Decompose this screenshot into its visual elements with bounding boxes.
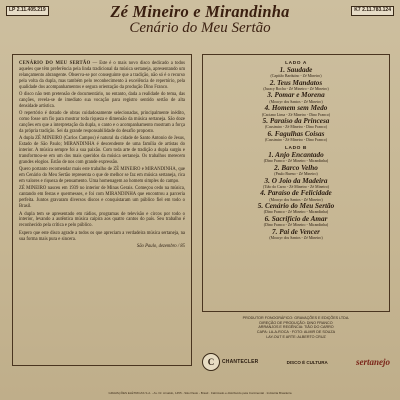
album-subtitle: Cenário do Meu Sertão bbox=[129, 20, 271, 36]
track-credit: (Moacyr dos Santos - Zé Mineiro) bbox=[269, 99, 323, 104]
credit-line: CAPA: LA-A-ROCA · FOTO: ALMIR DE SOUZA bbox=[256, 329, 336, 334]
track-credit: (Caciano Lima - Zé Mineiro - Dino Franco) bbox=[261, 112, 331, 117]
track-item bbox=[209, 229, 383, 240]
tracklist-box bbox=[202, 54, 390, 312]
legal-footer: GRAVAÇÕES ELÉTRICAS S.A. - Av. Dr. Arnaldo, 1455 - São Paulo - Brasil · Fabricado e distribuído pela Continental · Indústria Brasileira bbox=[108, 391, 292, 396]
credit-line: DIREÇÃO DE PRODUÇÃO: DINO FRANCO bbox=[259, 320, 333, 325]
liner-notes-paragraph: Espero que este disco agrade a todos os que apreciam a verdadeira música sertaneja, na sua forma mais pura e sincera. bbox=[19, 230, 185, 242]
track-credit: (Tião do Carro - Zé Mineiro - Zé Mineiro) bbox=[263, 184, 329, 189]
track-title: 2. Teus Mandatos bbox=[269, 78, 323, 87]
production-credits bbox=[206, 316, 386, 339]
track-title: 1. Anjo Encantado bbox=[268, 151, 324, 160]
label-logo bbox=[202, 353, 258, 371]
liner-notes-signature: São Paulo, dezembro / 85 bbox=[136, 244, 185, 250]
liner-notes-paragraph: A dupla ZÉ MINEIRO (Carlos Campos) é natural da cidade de Santo Antonio de Jesus, Estado de São Paulo; MIRANDINHA é descendente de uma família de artistas do interior. A música sempre foi a sua paixão. Com toda arte de tradição a dupla surgiu e transformou-se em um dos mais queridos da música sertaneja. Os trabalhos merecem grandes elogios. Estão de nos com grande expressão. bbox=[19, 136, 185, 165]
track-credit: (Moacyr dos Santos - Zé Mineiro) bbox=[269, 235, 323, 240]
label-logo-text: CHANTECLER bbox=[222, 359, 259, 365]
track-title: 7. Pai de Vencer bbox=[272, 227, 320, 236]
track-credit: (Paulo Bueno - Zé Mineiro) bbox=[274, 172, 318, 177]
track-item bbox=[209, 105, 383, 116]
track-title: 5. Paraíso da Princesa bbox=[262, 116, 330, 125]
album-artist-title: Zé Mineiro e Mirandinha bbox=[110, 2, 290, 21]
track-item bbox=[209, 118, 383, 129]
track-title: 2. Barco Velho bbox=[274, 163, 318, 172]
sertanejo-logo: sertanejo bbox=[355, 357, 390, 367]
cassette-catalog-badge: K7 2.11.783.124 bbox=[351, 6, 394, 16]
track-item bbox=[209, 67, 383, 78]
liner-notes-paragraph: O disco não tem pretensão de documentário, no entanto, dada a realidade do tema, das canções, revela-se de imediato sua vocação para registro sentido sertão de alta densidade artística. bbox=[19, 91, 185, 109]
credit-line: ARRANJOS E REGÊNCIA: TIÃO DO CARRO bbox=[258, 325, 334, 330]
liner-notes-heading: CENÁRIO DO MEU SERTÃO bbox=[19, 61, 91, 66]
track-credit: (Dino Franco - Zé Mineiro - Mirandinha) bbox=[263, 210, 329, 215]
liner-notes-paragraph: Quero portanto recomendar mais este trabalho de ZÉ MINEIRO e MIRANDINHA, que em Cenário do Meu Sertão representa o que de melhor se faz em música sertaneja, rica em valores e riqueza de pensamento. Uma homenagem ao homem simples do campo. bbox=[19, 167, 185, 184]
track-title: 6. Sacrifício de Amar bbox=[264, 214, 328, 223]
track-credit: (Dino Franco - Zé Mineiro - Mirandinha) bbox=[263, 223, 329, 228]
track-item bbox=[209, 131, 383, 142]
track-credit: (Moacyr dos Santos - Zé Mineiro) bbox=[269, 197, 323, 202]
rooster-emblem-icon: C bbox=[202, 353, 220, 371]
track-item bbox=[209, 152, 383, 163]
track-title: 3. Pomar e Morena bbox=[267, 91, 325, 100]
liner-notes-paragraph: ZÉ MINEIRO nasceu em 1939 no interior de Minas Gerais. Começou cedo na música, cantando em festas e quermesses, e foi com MIRANDINHA que encontrou a parceria perfeita. Juntos gravaram diversos discos e conquistaram um público fiel em todo o Brasil. bbox=[19, 186, 185, 210]
lp-catalog-badge: LP 2.11.405.219 bbox=[6, 6, 49, 16]
track-credit: (Dino Franco - Zé Mineiro - Mirandinha) bbox=[263, 159, 329, 164]
track-item bbox=[209, 190, 383, 201]
liner-notes-box bbox=[12, 54, 192, 366]
track-title: 6. Fagulhas Coisas bbox=[267, 129, 325, 138]
liner-notes-paragraph: — Este é o mais novo disco dedicado a todos aqueles que têm preferência pela linda tradicional da música sertaneja, apresentando um relançamento abrangente. Observa-se por conseguinte que a tradição, não só é o recurso pela volta da dupla, mas também pelo reconhecimento à excelência de repertório, pela qualidade dos acompanhamentos e segura orientação da produção Dino Franco. bbox=[19, 61, 185, 90]
track-title: 1. Saudade bbox=[279, 66, 313, 74]
liner-notes-paragraph: O repertório é dotado de obras cuidadosamente selecionadas, principalmente inédito, como fosse um fio para mostrar toda riqueza e dimensão da música sertaneja. São doze canções em que a interpretação da dupla, o canto e o acompanhamento mostram a força da própria tradição. Sei da grande responsabilidade do desafio proposto. bbox=[19, 111, 185, 134]
disco-cultura-logo: DISCO É CULTURA bbox=[286, 359, 328, 365]
credit-line: PRODUTOR FONOGRÁFICO: GRAVAÇÕES E EDIÇÕES LTDA. bbox=[242, 316, 350, 320]
track-credit: (Juracy Rocha - Zé Mineiro - Zé Mineiro) bbox=[263, 87, 329, 92]
track-title: 3. O Joio da Madeira bbox=[264, 176, 328, 185]
track-item bbox=[209, 92, 383, 103]
track-item bbox=[209, 80, 383, 91]
track-title: 4. Paraíso de Felicidade bbox=[260, 189, 332, 198]
liner-notes-paragraph: A dupla tem se apresentado em rádios, programas de televisão e circos por todo o interior, levando a autêntica música caipira aos quatro cantos do país. Seu trabalho é reconhecido pela crítica e pelo público. bbox=[19, 211, 185, 229]
track-title: 5. Cenário do Meu Sertão bbox=[257, 202, 335, 211]
track-credit: (Cassimiro - Zé Mineiro - Dino Franco) bbox=[264, 138, 328, 143]
credit-line: LAY-OUT E ARTE: ALBERTO CRUZ bbox=[266, 334, 326, 339]
side-b-label: LADO B bbox=[285, 146, 307, 152]
track-credit: (Cassimiro - Zé Mineiro - Dino Franco) bbox=[264, 125, 328, 130]
track-item bbox=[209, 178, 383, 189]
track-credit: (Capitão Barduíno - Zé Mineiro) bbox=[270, 74, 322, 79]
track-title: 4. Homem sem Medo bbox=[264, 104, 328, 113]
track-item bbox=[209, 203, 383, 214]
logo-row bbox=[202, 350, 390, 374]
side-a-label: LADO A bbox=[285, 61, 307, 66]
track-item bbox=[209, 216, 383, 227]
track-item bbox=[209, 165, 383, 176]
